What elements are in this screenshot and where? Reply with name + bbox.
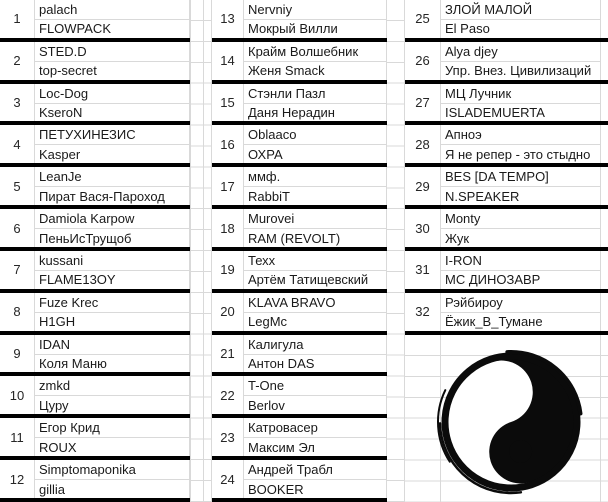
matchup-names xyxy=(244,209,387,247)
matchup-27 xyxy=(405,84,608,126)
matchup-25 xyxy=(405,0,608,42)
matchup-names xyxy=(35,125,190,163)
competitor-name-bottom: Berlov xyxy=(248,397,285,413)
competitor-name-top: Monty xyxy=(441,209,600,229)
matchup-number: 21 xyxy=(212,335,244,373)
matchup-number: 20 xyxy=(212,293,244,331)
competitor-name-bottom: Ёжик_В_Тумане xyxy=(445,314,543,330)
matchup-names xyxy=(244,42,387,80)
competitor-name-top: IDAN xyxy=(35,335,189,355)
competitor-name-top: Егор Крид xyxy=(35,418,189,438)
competitor-name-bottom: МС ДИНОЗАВР xyxy=(445,272,541,288)
competitor-name-bottom: Антон DAS xyxy=(248,356,315,372)
competitor-name-top: Loc-Dog xyxy=(35,84,189,104)
competitor-name-top: Damiola Karpow xyxy=(35,209,189,229)
competitor-name-bottom: BOOKER xyxy=(248,481,304,497)
matchup-names xyxy=(35,460,190,498)
competitor-name-top: Simptomaponika xyxy=(35,460,189,480)
competitor-name-top: Oblaaco xyxy=(244,125,386,145)
yin-yang-icon xyxy=(434,343,588,501)
competitor-name-top: Крайм Волшебник xyxy=(244,42,386,62)
competitor-name-bottom: El Paso xyxy=(445,21,490,37)
cell-sliver xyxy=(601,293,608,331)
matchup-24 xyxy=(212,460,387,502)
competitor-name-bottom: N.SPEAKER xyxy=(445,188,520,204)
matchup-number: 23 xyxy=(212,418,244,456)
matchup-number: 28 xyxy=(405,125,441,163)
gridline-vertical xyxy=(203,0,204,502)
matchup-22 xyxy=(212,376,387,418)
matchup-1 xyxy=(0,0,190,42)
matchup-names xyxy=(35,335,190,373)
matchup-12 xyxy=(0,460,190,502)
matchup-18 xyxy=(212,209,387,251)
cell-sliver xyxy=(601,0,608,38)
competitor-name-top: I-RON xyxy=(441,251,600,271)
bracket-column-2 xyxy=(212,0,387,502)
matchup-names xyxy=(35,84,190,122)
matchup-10 xyxy=(0,376,190,418)
competitor-name-bottom: H1GH xyxy=(39,314,76,330)
matchup-names xyxy=(441,42,601,80)
matchup-number: 22 xyxy=(212,376,244,414)
competitor-name-top: ПЕТУХИНЕЗИС xyxy=(35,125,189,145)
matchup-number: 4 xyxy=(0,125,35,163)
competitor-name-top: Murovei xyxy=(244,209,386,229)
matchup-names xyxy=(35,167,190,205)
matchup-4 xyxy=(0,125,190,167)
matchup-number: 11 xyxy=(0,418,35,456)
matchup-20 xyxy=(212,293,387,335)
matchup-number: 16 xyxy=(212,125,244,163)
matchup-8 xyxy=(0,293,190,335)
matchup-names xyxy=(244,125,387,163)
matchup-number: 13 xyxy=(212,0,244,38)
matchup-names xyxy=(441,293,601,331)
matchup-19 xyxy=(212,251,387,293)
competitor-name-top: Alya djey xyxy=(441,42,600,62)
matchup-2 xyxy=(0,42,190,84)
competitor-name-top: T-One xyxy=(244,376,386,396)
matchup-13 xyxy=(212,0,387,42)
matchup-number: 3 xyxy=(0,84,35,122)
competitor-name-bottom: FLAME13OY xyxy=(39,272,116,288)
competitor-name-top: STED.D xyxy=(35,42,189,62)
matchup-29 xyxy=(405,167,608,209)
competitor-name-top: BES [DA TEMPO] xyxy=(441,167,600,187)
matchup-number: 25 xyxy=(405,0,441,38)
competitor-name-top: Калигула xyxy=(244,335,386,355)
matchup-31 xyxy=(405,251,608,293)
matchup-number: 7 xyxy=(0,251,35,289)
competitor-name-bottom: Максим Эл xyxy=(248,439,315,455)
competitor-name-top: ммф. xyxy=(244,167,386,187)
matchup-names xyxy=(441,167,601,205)
matchup-15 xyxy=(212,84,387,126)
matchup-number: 19 xyxy=(212,251,244,289)
cell-sliver xyxy=(601,42,608,80)
competitor-name-top: Апноэ xyxy=(441,125,600,145)
matchup-28 xyxy=(405,125,608,167)
matchup-3 xyxy=(0,84,190,126)
competitor-name-top: Рэйбироу xyxy=(441,293,600,313)
matchup-23 xyxy=(212,418,387,460)
matchup-number: 14 xyxy=(212,42,244,80)
matchup-number: 17 xyxy=(212,167,244,205)
matchup-number: 15 xyxy=(212,84,244,122)
competitor-name-bottom: RAM (REVOLT) xyxy=(248,230,341,246)
matchup-7 xyxy=(0,251,190,293)
competitor-name-bottom: ПеньИсТрущоб xyxy=(39,230,132,246)
matchup-30 xyxy=(405,209,608,251)
matchup-32 xyxy=(405,293,608,335)
grid-gutter-1 xyxy=(190,0,212,502)
matchup-names xyxy=(244,293,387,331)
cell-sliver xyxy=(601,167,608,205)
competitor-name-bottom: top-secret xyxy=(39,63,97,79)
cell-sliver xyxy=(601,125,608,163)
competitor-name-top: ЗЛОЙ МАЛОЙ xyxy=(441,0,600,20)
competitor-name-bottom: Упр. Внез. Цивилизаций xyxy=(445,63,592,79)
competitor-name-bottom: Жук xyxy=(445,230,470,246)
matchup-names xyxy=(244,167,387,205)
matchup-names xyxy=(244,460,387,498)
matchup-names xyxy=(441,125,601,163)
competitor-name-top: МЦ Лучник xyxy=(441,84,600,104)
matchup-number: 6 xyxy=(0,209,35,247)
competitor-name-bottom: ОХРА xyxy=(248,146,283,162)
matchup-names xyxy=(35,0,190,38)
matchup-number: 5 xyxy=(0,167,35,205)
matchup-names xyxy=(35,376,190,414)
matchup-17 xyxy=(212,167,387,209)
matchup-names xyxy=(244,335,387,373)
matchup-14 xyxy=(212,42,387,84)
competitor-name-bottom: ROUX xyxy=(39,439,77,455)
competitor-name-bottom: ISLADEMUERTA xyxy=(445,105,545,121)
matchup-number: 30 xyxy=(405,209,441,247)
matchup-number: 9 xyxy=(0,335,35,373)
matchup-number: 18 xyxy=(212,209,244,247)
matchup-5 xyxy=(0,167,190,209)
competitor-name-bottom: Я не репер - это стыдно xyxy=(445,146,591,162)
matchup-number: 26 xyxy=(405,42,441,80)
matchup-11 xyxy=(0,418,190,460)
competitor-name-bottom: Женя Smack xyxy=(248,63,325,79)
competitor-name-top: Fuze Krec xyxy=(35,293,189,313)
matchup-number: 31 xyxy=(405,251,441,289)
competitor-name-bottom: Kasper xyxy=(39,146,81,162)
matchup-26 xyxy=(405,42,608,84)
competitor-name-bottom: FLOWPACK xyxy=(39,21,111,37)
matchup-names xyxy=(441,209,601,247)
matchup-names xyxy=(244,418,387,456)
matchup-names xyxy=(35,293,190,331)
matchup-number: 1 xyxy=(0,0,35,38)
competitor-name-bottom: Артём Татищевский xyxy=(248,272,369,288)
matchup-number: 24 xyxy=(212,460,244,498)
matchup-9 xyxy=(0,335,190,377)
competitor-name-bottom: Даня Нерадин xyxy=(248,105,335,121)
bracket-column-3 xyxy=(405,0,608,335)
competitor-name-bottom: Коля Маню xyxy=(39,356,107,372)
matchup-names xyxy=(441,84,601,122)
matchup-number: 12 xyxy=(0,460,35,498)
matchup-names xyxy=(441,251,601,289)
competitor-name-bottom: LegMc xyxy=(248,314,288,330)
matchup-names xyxy=(35,418,190,456)
matchup-16 xyxy=(212,125,387,167)
matchup-number: 29 xyxy=(405,167,441,205)
competitor-name-top: Катровасер xyxy=(244,418,386,438)
competitor-name-top: Техх xyxy=(244,251,386,271)
matchup-names xyxy=(244,84,387,122)
cell-sliver xyxy=(601,84,608,122)
matchup-names xyxy=(244,251,387,289)
matchup-names xyxy=(35,209,190,247)
competitor-name-bottom: Мокрый Вилли xyxy=(248,21,338,37)
matchup-names xyxy=(35,42,190,80)
grid-gutter-2 xyxy=(387,0,405,502)
matchup-number: 2 xyxy=(0,42,35,80)
competitor-name-bottom: gillia xyxy=(39,481,66,497)
matchup-names xyxy=(35,251,190,289)
matchup-names xyxy=(244,376,387,414)
matchup-number: 27 xyxy=(405,84,441,122)
competitor-name-bottom: Цуру xyxy=(39,397,69,413)
competitor-name-top: Андрей Трабл xyxy=(244,460,386,480)
competitor-name-top: palach xyxy=(35,0,189,20)
competitor-name-bottom: KseroN xyxy=(39,105,83,121)
matchup-names xyxy=(244,0,387,38)
matchup-number: 8 xyxy=(0,293,35,331)
competitor-name-top: Стэнли Пазл xyxy=(244,84,386,104)
competitor-name-top: zmkd xyxy=(35,376,189,396)
matchup-6 xyxy=(0,209,190,251)
competitor-name-bottom: Пират Вася-Пароход xyxy=(39,188,165,204)
competitor-name-top: LeanJe xyxy=(35,167,189,187)
matchup-21 xyxy=(212,335,387,377)
gridline-vertical xyxy=(600,335,601,502)
competitor-name-bottom: RabbiT xyxy=(248,188,290,204)
matchup-number: 32 xyxy=(405,293,441,331)
bracket-column-1 xyxy=(0,0,190,502)
cell-sliver xyxy=(601,209,608,247)
competitor-name-top: Nervniy xyxy=(244,0,386,20)
competitor-name-top: kussani xyxy=(35,251,189,271)
matchup-number: 10 xyxy=(0,376,35,414)
competitor-name-top: KLAVA BRAVO xyxy=(244,293,386,313)
cell-sliver xyxy=(601,251,608,289)
matchup-names xyxy=(441,0,601,38)
